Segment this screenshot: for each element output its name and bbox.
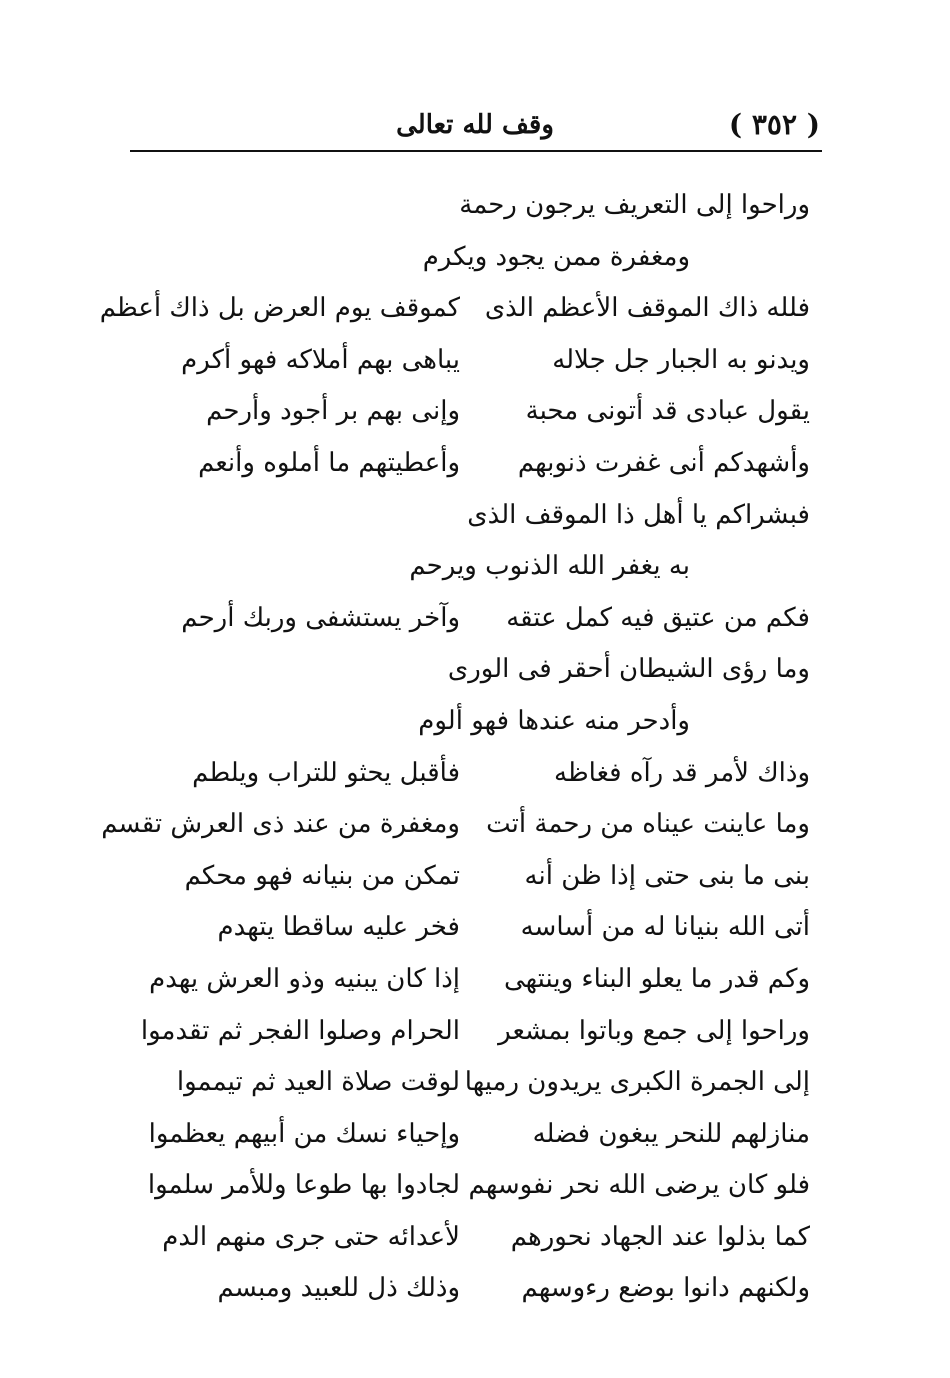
first-hemistich: وأشهدكم أنى غفرت ذنوبهم [517,447,810,478]
running-title: وقف لله تعالى [396,110,554,140]
continuation-line: به يغفر الله الذنوب ويرحم [409,551,690,582]
poem-line [99,283,810,335]
poem-line [130,1160,810,1212]
second-hemistich: الحرام وصلوا الفجر ثم تقدموا [140,1015,460,1046]
poem-line [130,335,810,387]
first-hemistich: إلى الجمرة الكبرى يريدون رميها [464,1067,810,1098]
poem-line [130,593,810,645]
poem-line [130,902,810,954]
first-hemistich: وما عاينت عيناه من رحمة أتت [486,809,810,840]
second-hemistich: يباهى بهم أملاكه فهو أكرم [181,344,460,375]
poem-line [130,1006,810,1058]
second-hemistich: وذلك ذل للعبيد ومبسم [217,1273,460,1304]
poem-line [130,232,810,284]
first-hemistich: منازلهم للنحر يبغون فضله [532,1118,810,1149]
run-on-line: وما رؤى الشيطان أحقر فى الورى [447,654,810,685]
second-hemistich: وإحياء نسك من أبيهم يعظموا [148,1118,460,1149]
second-hemistich: كموقف يوم العرض بل ذاك أعظم [99,293,460,324]
page-header [130,108,820,148]
continuation-line: ومغفرة ممن يجود ويكرم [422,241,690,272]
second-hemistich: وآخر يستشفى وربك أرحم [181,602,460,633]
poem-line [130,1212,810,1264]
second-hemistich: ومغفرة من عند ذى العرش تقسم [101,809,460,840]
poem-line [130,180,810,232]
run-on-line: وراحوا إلى التعريف يرجون رحمة [459,190,810,220]
run-on-line: فبشراكم يا أهل ذا الموقف الذى [467,499,810,530]
second-hemistich: وأعطيتهم ما أملوه وأنعم [198,447,460,478]
second-hemistich: فخر عليه ساقطا يتهدم [217,912,460,943]
poem-line [130,1109,810,1161]
second-hemistich: لجادوا بها طوعا وللأمر سلموا [147,1170,460,1201]
poem-line [130,1057,810,1109]
first-hemistich: ولكنهم دانوا بوضع رءوسهم [521,1273,810,1304]
poem-line [130,748,810,800]
first-hemistich: أتى الله بنيانا له من أساسه [520,912,810,943]
first-hemistich: وكم قدر ما يعلو البناء وينتهى [504,963,810,994]
second-hemistich: لأعدائه حتى جرى منهم الدم [162,1221,460,1252]
first-hemistich: فلله ذاك الموقف الأعظم الذى [484,293,810,324]
first-hemistich: وذاك لأمر قد رآه فغاظه [554,757,810,788]
header-rule [130,150,822,152]
first-hemistich: فلو كان يرضى الله نحر نفوسهم [468,1170,810,1201]
poem-line [130,541,810,593]
first-hemistich: بنى ما بنى حتى إذا ظن أنه [524,860,810,891]
first-hemistich: وراحوا إلى جمع وباتوا بمشعر [498,1015,810,1046]
poem-line [130,438,810,490]
poem-body [99,180,810,1315]
poem-line [130,644,810,696]
poem-line [130,851,810,903]
second-hemistich: تمكن من بنيانه فهو محكم [184,860,460,891]
poem-line [101,799,810,851]
continuation-line: وأدحر منه عندها فهو ألوم [418,705,690,736]
first-hemistich: يقول عبادى قد أتونى محبة [525,396,810,427]
second-hemistich: فأقبل يحثو للتراب ويلطم [192,757,460,788]
poem-line [130,696,810,748]
poem-line [130,1263,810,1315]
poem-line [130,386,810,438]
second-hemistich: لوقت صلاة العيد ثم تيمموا [176,1067,460,1098]
poem-line [130,490,810,542]
first-hemistich: كما بذلوا عند الجهاد نحورهم [510,1221,810,1252]
poem-line [130,954,810,1006]
second-hemistich: وإنى بهم بر أجود وأرحم [206,396,460,427]
first-hemistich: ويدنو به الجبار جل جلاله [552,344,810,375]
second-hemistich: إذا كان يبنيه وذو العرش يهدم [149,963,460,994]
first-hemistich: فكم من عتيق فيه كمل عتقه [506,602,810,633]
page-number: ( ٣٥٢ ) [728,108,820,141]
